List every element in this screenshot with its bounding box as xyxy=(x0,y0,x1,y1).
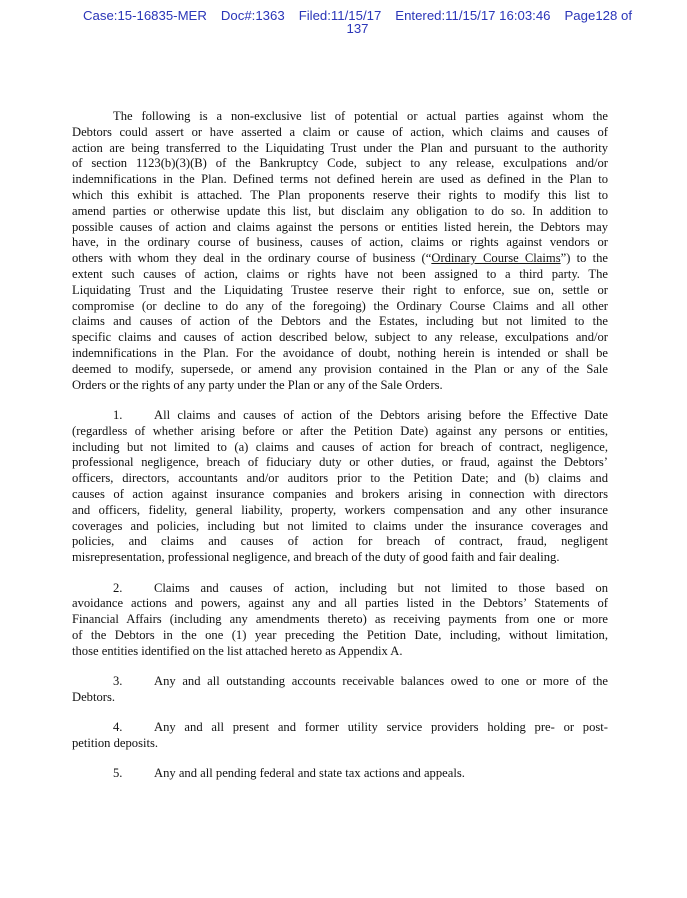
item-text: Any and all pending federal and state tax actions and appeals. xyxy=(154,766,465,781)
item-text: Any and all present and former utility service providers holding pre- or post- xyxy=(154,720,608,735)
claims-list xyxy=(72,393,608,782)
entered-date: Entered:11/15/17 16:03:46 xyxy=(395,8,551,23)
text-line: of section 1123(b)(3)(B) of the Bankruptcy Code, subject to any release, exculpations and/or xyxy=(72,156,608,171)
case-number: Case:15-16835-MER xyxy=(83,8,207,23)
text-line: officers, directors, accountants and/or auditors prior to the Petition Date; and (b) claims and xyxy=(72,471,608,486)
claim-item-3 xyxy=(72,674,608,706)
item-number: 3. xyxy=(113,674,123,689)
text-line: Financial Affairs (including any amendments thereto) as receiving payments from one or more xyxy=(72,612,608,627)
text-line: avoidance actions and powers, against any and all parties listed in the Debtors’ Statements of xyxy=(72,596,608,611)
doc-number: Doc#:1363 xyxy=(220,8,285,23)
intro-paragraph xyxy=(72,109,608,393)
text-line: claims and causes of action of the Debtors and the Estates, including but not limited to the xyxy=(72,314,608,329)
claim-item-2 xyxy=(72,581,608,660)
filed-date: Filed:11/15/17 xyxy=(298,8,382,23)
text-line: including but not limited to (a) claims and causes of action for breach of contract, negligence, xyxy=(72,439,608,454)
item-number: 2. xyxy=(113,580,123,595)
text-segment: ”) to the xyxy=(560,251,609,266)
text-line: causes of action against insurance companies and brokers arising in connection with directors xyxy=(72,486,608,501)
text-line: indemnifications in the Plan. Defined terms not defined herein are used as defined in the Plan to xyxy=(72,172,608,187)
text-line: Orders or the rights of any party under the Plan or any of the Sale Orders. xyxy=(72,377,443,392)
text-line: The following is a non-exclusive list of potential or actual parties against whom the xyxy=(113,109,608,123)
text-line: have, in the ordinary course of business, causes of action, claims or rights against vendors or xyxy=(72,235,608,250)
paragraph-gap xyxy=(72,752,608,767)
item-number: 1. xyxy=(113,407,123,422)
item-text: Any and all outstanding accounts receivable balances owed to one or more of the xyxy=(154,674,608,689)
claim-item-1 xyxy=(72,408,608,566)
text-line: of the Debtors in the one (1) year preceding the Petition Date, including, without limitation, xyxy=(72,627,608,642)
text-line: misrepresentation, professional negligence, and breach of the duty of good faith and fair dealing. xyxy=(72,550,560,565)
item-first-line xyxy=(72,720,608,736)
text-line: petition deposits. xyxy=(72,736,159,751)
text-line: coverages and policies, including but not limited to claims under the insurance coverages and xyxy=(72,518,608,533)
text-line: deemed to modify, supersede, or amend any provision contained in the Plan or any of the Sale xyxy=(72,361,608,376)
text-line: Debtors could assert or have asserted a claim or cause of action, which claims and causes of xyxy=(72,124,608,139)
text-line: action are being transferred to the Liquidating Trust under the Plan and pursuant to the authority xyxy=(72,140,608,155)
text-line xyxy=(72,251,608,267)
paragraph-gap xyxy=(72,659,608,674)
item-number: 4. xyxy=(113,720,123,735)
text-line: Debtors. xyxy=(72,689,116,704)
claim-item-5 xyxy=(72,766,608,782)
text-line: amend parties or otherwise update this list, but disclaim any obligation to do so. In addition to xyxy=(72,203,608,218)
item-first-line xyxy=(72,408,608,424)
page-total: 137 xyxy=(346,21,369,36)
text-line: and officers, fidelity, general liability, property, workers compensation and any other insurance xyxy=(72,502,608,517)
text-line: extent such causes of action, claims or rights have not been assigned to a third party. The xyxy=(72,266,608,281)
text-line: indemnifications in the Plan. For the avoidance of doubt, nothing herein is intended or shall be xyxy=(72,345,608,360)
text-line: (regardless of whether arising before or after the Petition Date) against any persons or entities, xyxy=(72,423,608,438)
item-number: 5. xyxy=(113,766,123,781)
text-segment: others with whom they deal in the ordinary course of business (“ xyxy=(72,251,432,266)
text-line: possible causes of action and claims against the persons or entities listed herein, the Debtors may xyxy=(72,219,608,234)
text-line: which this exhibit is attached. The Plan proponents reserve their rights to modify this list to xyxy=(72,187,608,202)
item-text: Claims and causes of action, including but not limited to those based on xyxy=(154,580,608,595)
header-line-1 xyxy=(0,9,687,22)
text-line: Liquidating Trust and the Liquidating Trustee reserve their right to enforce, sue on, settle or xyxy=(72,282,608,297)
paragraph-gap xyxy=(72,393,608,408)
text-line: those entities identified on the list attached hereto as Appendix A. xyxy=(72,643,403,658)
paragraph-gap xyxy=(72,706,608,721)
court-filing-header xyxy=(0,9,687,35)
page-number: Page128 of xyxy=(564,8,632,23)
defined-term: Ordinary Course Claims xyxy=(431,251,561,266)
paragraph-gap xyxy=(72,566,608,581)
document-body xyxy=(72,109,608,782)
text-line: compromise (or decline to do any of the foregoing) the Ordinary Course Claims and all other xyxy=(72,298,608,313)
text-line: policies, and claims and causes of action for breach of contract, fraud, negligent xyxy=(72,534,608,549)
item-first-line xyxy=(72,766,608,782)
item-text: All claims and causes of action of the Debtors arising before the Effective Date xyxy=(154,407,608,422)
text-line: specific claims and causes of action described below, subject to any release, exculpations and/or xyxy=(72,330,608,345)
item-first-line xyxy=(72,674,608,690)
item-first-line xyxy=(72,581,608,597)
text-line: professional negligence, breach of fiduciary duty or other duties, or fraud, against the Debtors’ xyxy=(72,455,608,470)
claim-item-4 xyxy=(72,720,608,752)
